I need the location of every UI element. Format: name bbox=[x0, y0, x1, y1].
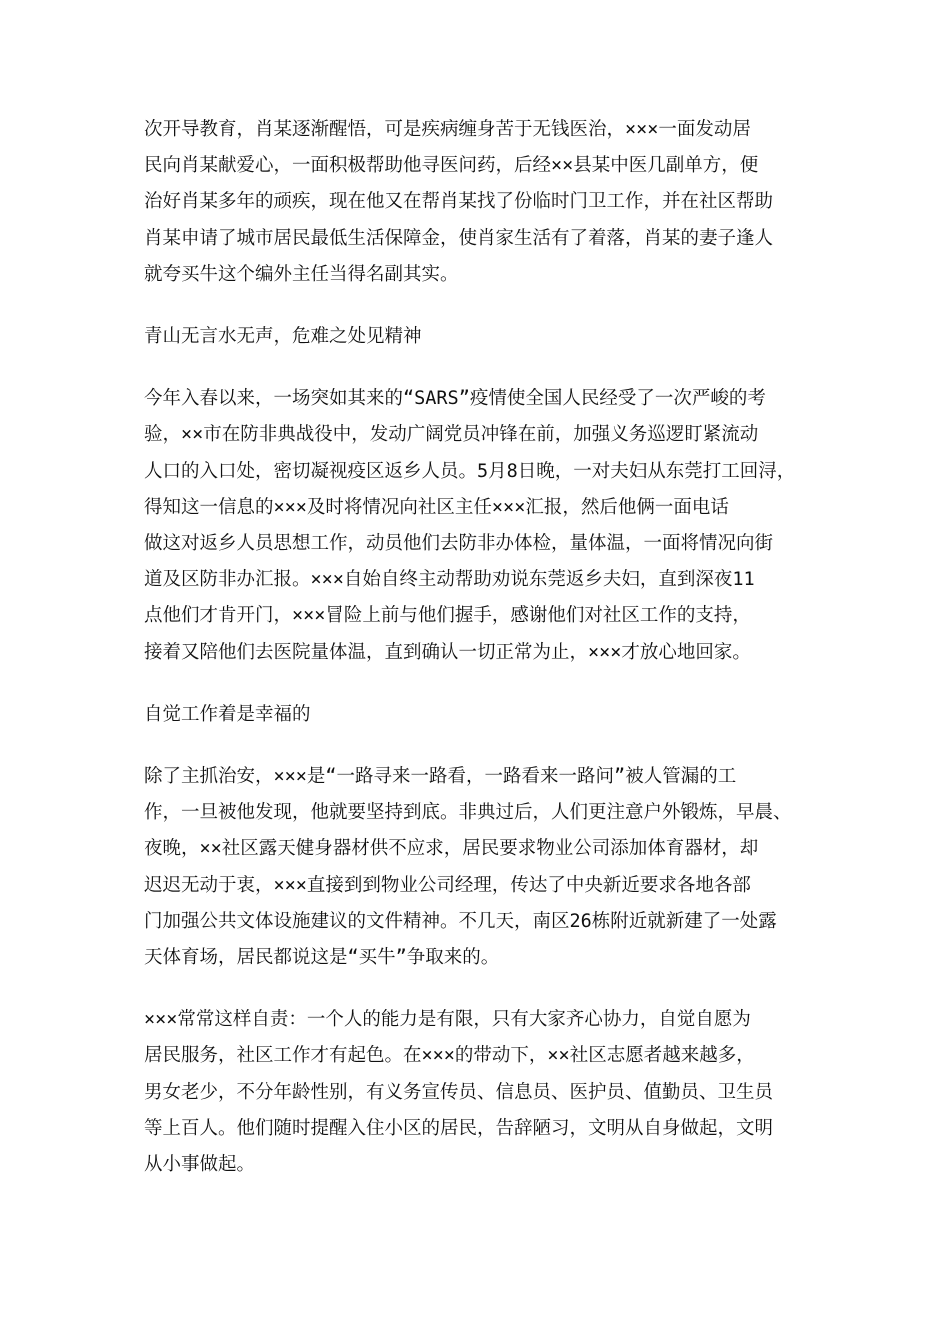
paragraph-1 bbox=[144, 112, 824, 293]
text-line: 肖某申请了城市居民最低生活保障金，使肖家生活有了着落，肖某的妻子逢人 bbox=[144, 227, 774, 249]
text-line: 得知这一信息的×××及时将情况向社区主任×××汇报，然后他俩一面电话 bbox=[144, 496, 729, 518]
text-line: 等上百人。他们随时提醒入住小区的居民，告辞陋习，文明从自身做起，文明 bbox=[144, 1117, 774, 1139]
heading-text: 自觉工作着是幸福的 bbox=[144, 703, 311, 725]
section-heading-2 bbox=[144, 697, 824, 733]
text-line: 天体育场，居民都说这是“买牛”争取来的。 bbox=[144, 947, 500, 969]
text-line: 男女老少，不分年龄性别，有义务宣传员、信息员、医护员、值勤员、卫生员 bbox=[144, 1081, 774, 1103]
text-line: 道及区防非办汇报。×××自始自终主动帮助劝说东莞返乡夫妇，直到深夜11 bbox=[144, 569, 755, 591]
text-line: 作，一旦被他发现，他就要坚持到底。非典过后，人们更注意户外锻炼，早晨、 bbox=[144, 802, 792, 824]
text-line: 人口的入口处，密切凝视疫区返乡人员。5月8日晚，一对夫妇从东莞打工回浔， bbox=[144, 460, 796, 482]
text-line: 从小事做起。 bbox=[144, 1154, 256, 1176]
text-line: 今年入春以来，一场突如其来的“SARS”疫情使全国人民经受了一次严峻的考 bbox=[144, 388, 766, 410]
text-line: 次开导教育，肖某逐渐醒悟，可是疾病缠身苦于无钱医治，×××一面发动居 bbox=[144, 119, 751, 140]
text-line: 民向肖某献爱心，一面积极帮助他寻医问药，后经××县某中医几副单方，便 bbox=[144, 155, 759, 177]
section-heading-1 bbox=[144, 319, 824, 355]
text-line: 接着又陪他们去医院量体温，直到确认一切正常为止，×××才放心地回家。 bbox=[144, 641, 751, 663]
document-page bbox=[144, 112, 824, 1209]
text-line: 居民服务，社区工作才有起色。在×××的带动下，××社区志愿者越来越多， bbox=[144, 1045, 755, 1067]
text-line: 验，××市在防非典战役中，发动广阔党员冲锋在前，加强义务巡逻盯紧流动 bbox=[144, 424, 759, 446]
text-line: 就夸买牛这个编外主任当得名副其实。 bbox=[144, 263, 459, 285]
paragraph-4 bbox=[144, 1002, 824, 1183]
text-line: 除了主抓治安，×××是“一路寻来一路看，一路看来一路问”被人管漏的工 bbox=[144, 766, 737, 788]
text-line: 迟迟无动于衷，×××直接到到物业公司经理，传达了中央新近要求各地各部 bbox=[144, 874, 751, 896]
paragraph-3 bbox=[144, 759, 824, 976]
text-line: 门加强公共文体设施建议的文件精神。不几天，南区26栋附近就新建了一处露 bbox=[144, 910, 777, 932]
text-line: 治好肖某多年的顽疾，现在他又在帮肖某找了份临时门卫工作，并在社区帮助 bbox=[144, 191, 774, 213]
heading-text: 青山无言水无声，危难之处见精神 bbox=[144, 326, 422, 348]
text-line: ×××常常这样自责：一个人的能力是有限，只有大家齐心协力，自觉自愿为 bbox=[144, 1009, 751, 1031]
text-line: 做这对返乡人员思想工作，动员他们去防非办体检，量体温，一面将情况向街 bbox=[144, 533, 774, 555]
text-line: 点他们才肯开门，×××冒险上前与他们握手，感谢他们对社区工作的支持， bbox=[144, 605, 751, 627]
text-line: 夜晚，××社区露天健身器材供不应求，居民要求物业公司添加体育器材，却 bbox=[144, 838, 759, 860]
paragraph-2 bbox=[144, 381, 824, 671]
